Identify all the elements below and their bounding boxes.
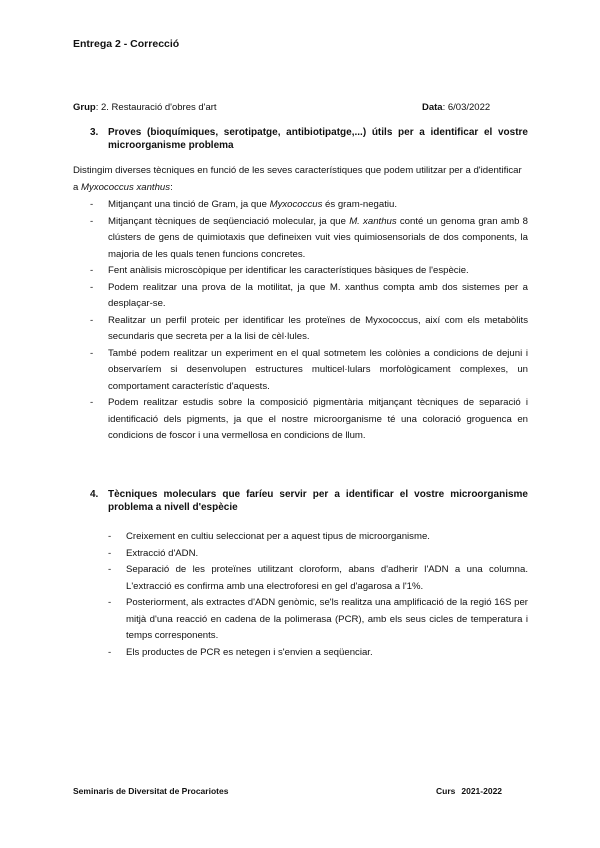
group-label: Grup bbox=[73, 102, 96, 113]
section-4-heading bbox=[90, 488, 528, 514]
date-label: Data bbox=[422, 102, 443, 113]
document-title: Entrega 2 - Correcció bbox=[73, 38, 180, 50]
list-item: - Extracció d'ADN. bbox=[108, 547, 199, 559]
date-value: 6/03/2022 bbox=[447, 102, 491, 113]
group-value: 2. Restauració d'obres d'art bbox=[100, 102, 217, 113]
section-3-heading bbox=[90, 126, 528, 152]
section-4-title: Tècniques moleculars que faríeu servir per a identificar el vostre microorganisme problema a nivell d'espècie bbox=[108, 489, 528, 513]
section-3-list bbox=[90, 197, 528, 445]
list-item: - Realitzar un perfil proteic per identificar les proteïnes de Myxococcus, així com els metabòlits secundaris que secreta per a la lisi de cèl·lules. bbox=[90, 314, 528, 342]
footer-course bbox=[436, 786, 502, 796]
list-item: - Mitjançant una tinció de Gram, ja que Myxococcus és gram-negatiu. bbox=[90, 199, 398, 210]
list-item: - Podem realitzar una prova de la motilitat, ja que M. xanthus compta amb dos sistemes per a desplaçar-se. bbox=[90, 281, 528, 309]
list-item: - Separació de les proteïnes utilitzant cloroform, abans d'adherir l'ADN a una columna. L'extracció es confirma amb una electroforesi en gel d'agarosa a l'1%. bbox=[108, 564, 528, 592]
date-field: Data: 6/03/2022 bbox=[422, 102, 491, 113]
intro-end: : bbox=[170, 182, 173, 193]
section-4-list bbox=[108, 529, 528, 661]
list-item: - Creixement en cultiu seleccionat per a aquest tipus de microorganisme. bbox=[108, 531, 430, 542]
group-field: Grup: 2. Restauració d'obres d'art bbox=[73, 102, 217, 113]
list-item: - Posteriorment, als extractes d'ADN genòmic, se'ls realitza una amplificació de la regió 16S per mitjà d'una reacció en cadena de la polimerasa (PCR), amb els seus cicles de temperatura i temps corresponents. bbox=[108, 597, 528, 641]
footer-seminar: Seminaris de Diversitat de Procariotes bbox=[73, 786, 229, 796]
section-3-title: Proves (bioquímiques, serotipatge, antibiotipatge,...) útils per a identificar el vostre microorganisme problema bbox=[108, 127, 528, 151]
list-item: - Podem realitzar estudis sobre la composició pigmentària mitjançant tècniques de separació i identificació dels pigments, ja que el nostre microorganisme té una coloració groguenca en condicions de foscor i una vermellosa en condicions de llum. bbox=[90, 397, 528, 441]
course-value: 2021-2022 bbox=[461, 786, 503, 796]
list-item: - També podem realitzar un experiment en el qual sotmetem les colònies a condicions de dejuni i observaríem si desenvolupen estructures multicel·lulars morfològicament complexes, un comportament característic d'aquests. bbox=[90, 347, 528, 392]
list-item: - Fent anàlisis microscòpique per identificar les característiques bàsiques de l'espècie. bbox=[90, 265, 469, 276]
section-3-number: 3. bbox=[90, 127, 99, 138]
intro-text: Distingim diverses tècniques en funció de les seves característiques que podem utilitzar per a d'identificar a bbox=[73, 165, 522, 193]
list-item: - Mitjançant tècniques de seqüenciació molecular, ja que M. xanthus conté un genoma gran amb 8 clústers de gens de quimiotaxis que defineixen vuit vies quimiosensorials de dos components, la majoria de les quals tenen funcions concretes. bbox=[90, 215, 528, 260]
section-4-number: 4. bbox=[90, 489, 99, 500]
intro-species: Myxococcus xanthus bbox=[81, 182, 171, 193]
section-3-intro bbox=[73, 162, 528, 196]
course-label: Curs bbox=[436, 786, 456, 796]
list-item: - Els productes de PCR es netegen i s'envien a seqüenciar. bbox=[108, 646, 373, 658]
